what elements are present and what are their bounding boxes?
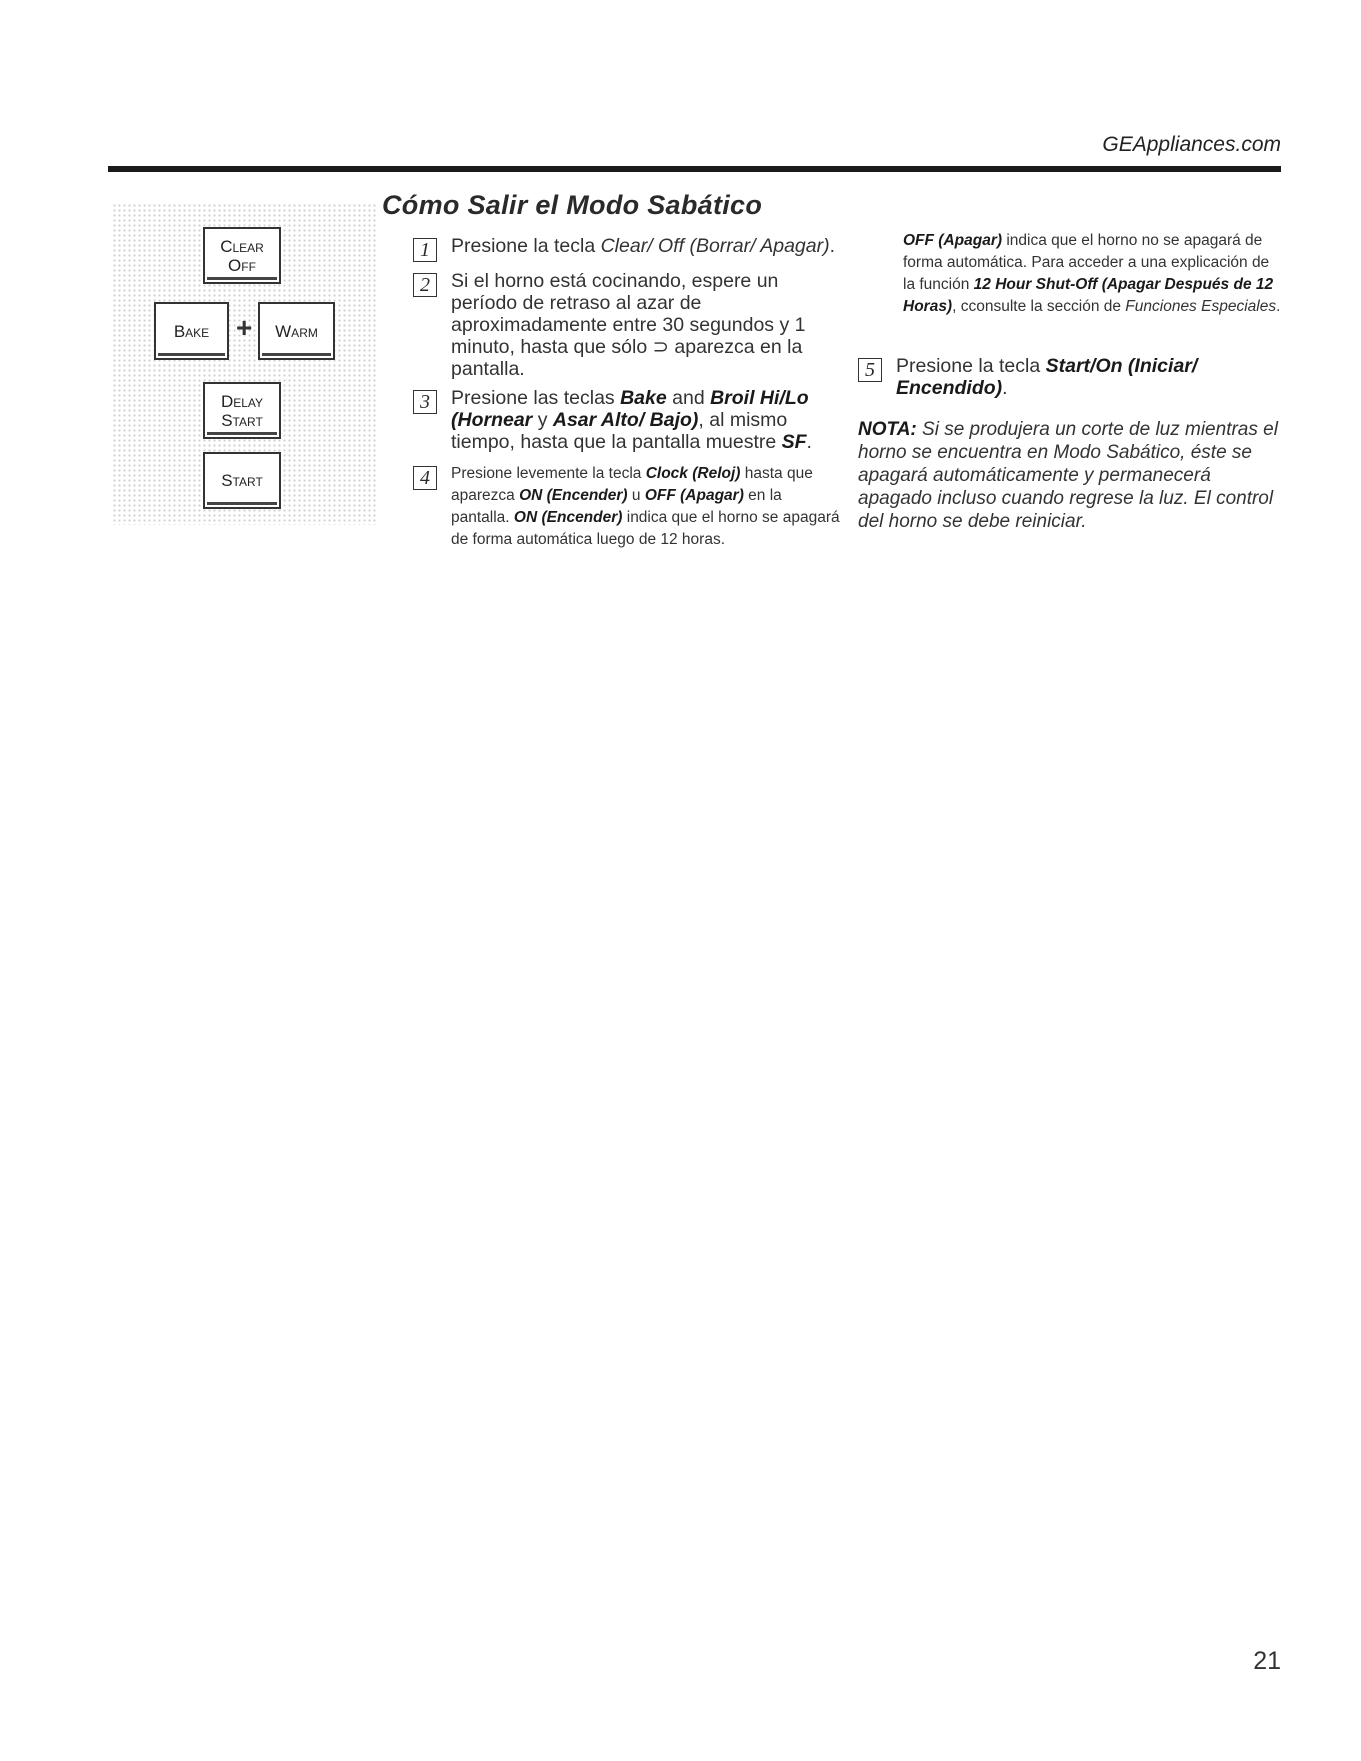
emphasis: Start/On (Iniciar/ Encendido) (896, 355, 1198, 399)
control-panel-illustration (112, 203, 377, 525)
step-1 (413, 235, 853, 262)
plus-sign: + (236, 312, 253, 343)
key-label: Bake (173, 321, 210, 341)
emphasis: Clock (Reloj) (645, 465, 741, 482)
step-text (896, 355, 1278, 399)
text-run: indica que el horno no se apagará de forma automática. Para acceder a una explicación de la función (903, 232, 1270, 293)
text-run: , cconsulte la sección de (952, 298, 1126, 315)
delay-start-key (203, 382, 281, 439)
step-text (451, 387, 843, 453)
emphasis: Broil Hi/Lo (Hornear (451, 387, 809, 431)
key-label: Delay (220, 391, 264, 411)
step-number: 2 (413, 273, 437, 297)
emphasis: OFF (Apagar) (903, 232, 1003, 249)
text-run: . (1002, 377, 1008, 399)
note-label: NOTA: (858, 419, 917, 440)
emphasis: Bake (620, 387, 667, 409)
step-5 (858, 355, 1278, 399)
emphasis: 12 Hour Shut-Off (Apagar Después de 12 Horas) (903, 276, 1274, 315)
key-label: Start (221, 410, 263, 430)
site-url: GEAppliances.com (1102, 133, 1281, 156)
step-4-continued (903, 230, 1283, 318)
warm-key (258, 302, 335, 360)
text-run: u (627, 487, 645, 504)
step-4 (413, 463, 843, 551)
text-run: indica que el horno se apagará de forma automática luego de 12 horas. (451, 509, 840, 548)
text-run: . (1276, 298, 1281, 315)
key-label: Clear (220, 236, 264, 256)
text-run: Presione la tecla (896, 355, 1046, 377)
text-run: Presione levemente la tecla (451, 465, 646, 482)
start-key (203, 452, 281, 509)
bake-key (154, 302, 229, 360)
text-run: Presione la tecla (451, 235, 601, 257)
step-number: 1 (413, 238, 437, 262)
note-text: Si se produjera un corte de luz mientras el horno se encuentra en Modo Sabático, éste se apagará automáticamente y permanecerá apagado incluso cuando regrese la luz. El control del horno se debe reiniciar. (858, 419, 1278, 532)
section-title: Cómo Salir el Modo Sabático (382, 190, 763, 220)
key-label: Start (221, 471, 263, 490)
emphasis: SF (781, 431, 807, 453)
step-text (451, 235, 835, 257)
text-run: , al mismo tiempo, hasta que la pantalla muestre (451, 409, 788, 453)
step-number: 3 (413, 390, 437, 414)
step-text: Si el horno está cocinando, espere un período de retraso al azar de aproximadamente entre 30 segundos y 1 minuto, hasta que sólo ⊃ aparezca en la pantalla. (451, 270, 806, 380)
text-run: en la pantalla. (451, 487, 782, 526)
key-label: Warm (275, 321, 318, 341)
step-2 (413, 270, 843, 380)
text-run: hasta que aparezca (451, 465, 813, 504)
text-run: and (666, 387, 711, 409)
clear-off-key (203, 227, 281, 284)
text-run: Presione las teclas (451, 387, 621, 409)
step-3 (413, 387, 843, 453)
page-number: 21 (1253, 1647, 1281, 1675)
step-text (451, 463, 843, 551)
emphasis: ON (Encender) (519, 487, 628, 504)
text-run: y (532, 409, 553, 431)
emphasis: Funciones Especiales (1125, 298, 1277, 315)
text-run: . (829, 235, 836, 257)
emphasis: OFF (Apagar) (644, 487, 744, 504)
emphasis: Clear/ Off (Borrar/ Apagar) (600, 235, 830, 257)
text-run: . (806, 431, 812, 453)
key-label: Off (228, 255, 256, 275)
step-number: 5 (858, 358, 882, 382)
step-number: 4 (413, 466, 437, 490)
note (858, 418, 1288, 533)
emphasis: ON (Encender) (513, 509, 623, 526)
header-rule (108, 166, 1281, 172)
emphasis: Asar Alto/ Bajo) (552, 409, 699, 431)
